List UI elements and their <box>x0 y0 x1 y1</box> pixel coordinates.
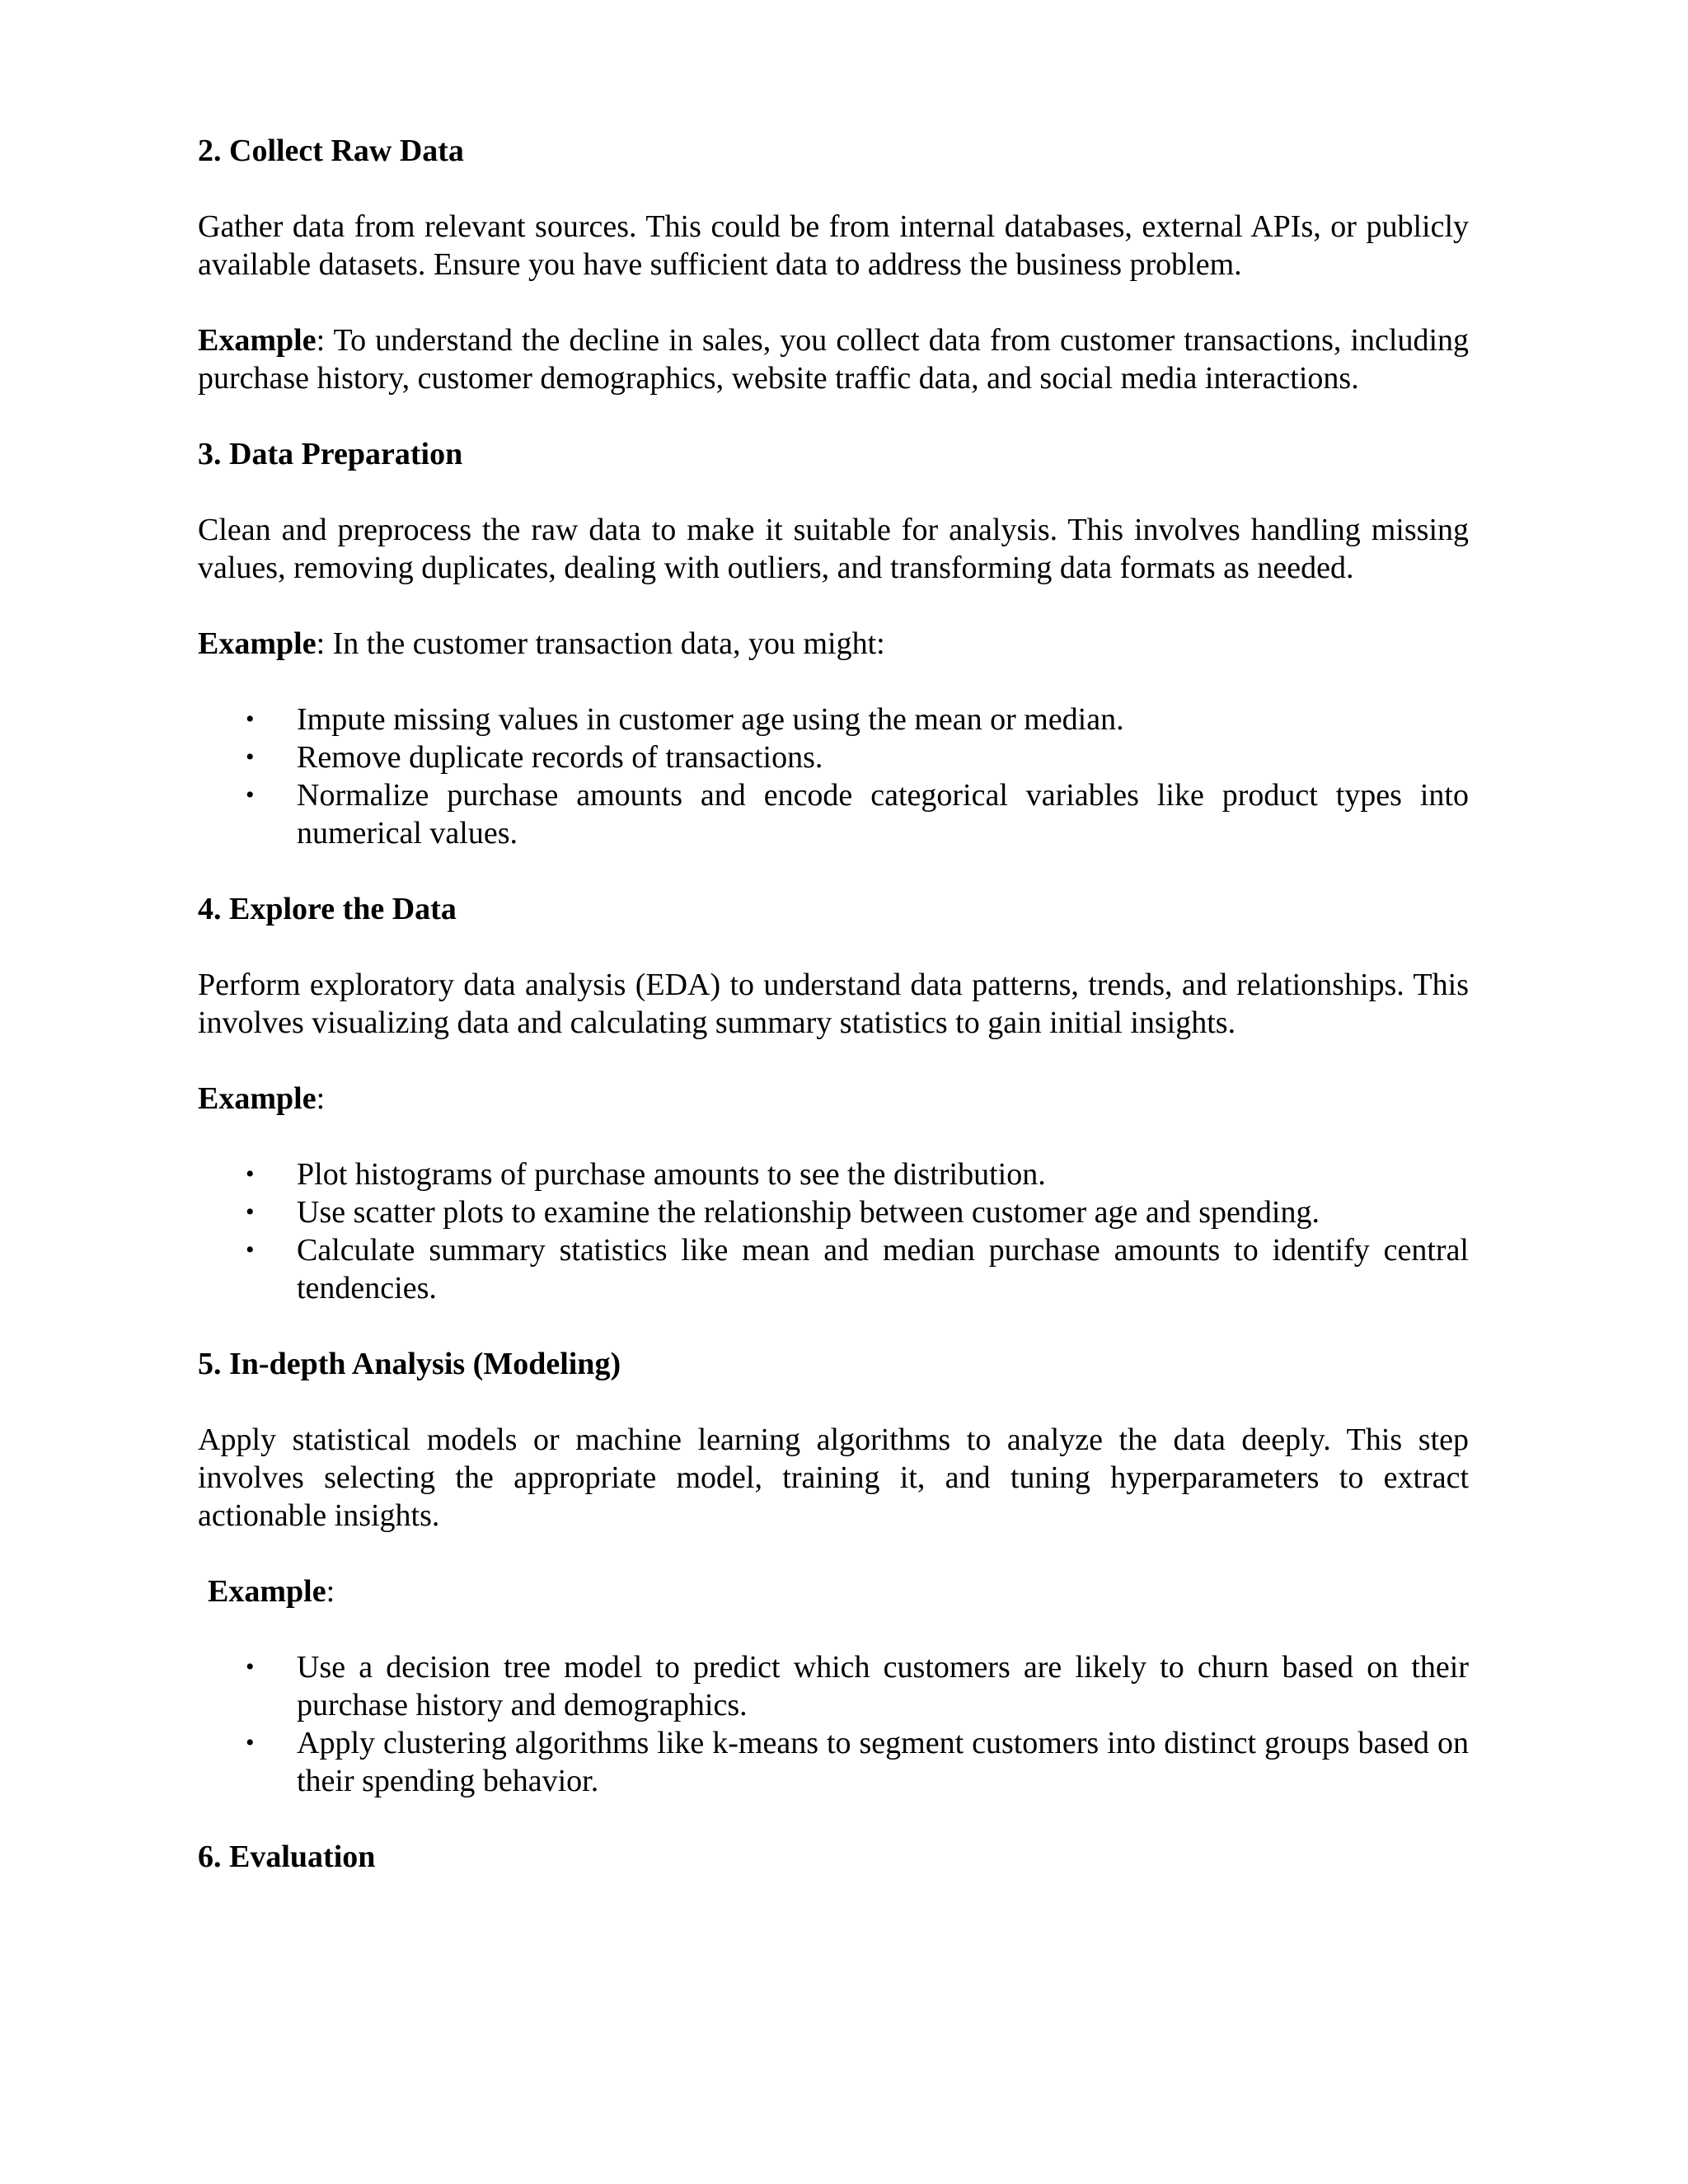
section-heading-data-preparation: 3. Data Preparation <box>198 437 463 471</box>
example-text: : To understand the decline in sales, you collect data from customer transactions, including purchase history, customer demographics, website traffic data, and social media interactions. <box>198 323 1469 396</box>
bullet-list-in-depth-analysis <box>198 1648 1469 1800</box>
example-label: Example <box>198 1081 316 1116</box>
section-heading-collect-raw-data: 2. Collect Raw Data <box>198 134 464 168</box>
section-heading-evaluation: 6. Evaluation <box>198 1840 376 1874</box>
bullet-icon: • <box>246 1236 255 1263</box>
section-heading-in-depth-analysis: 5. In-depth Analysis (Modeling) <box>198 1347 621 1381</box>
list-item-text: Normalize purchase amounts and encode categorical variables like product types into numerical values. <box>297 778 1469 851</box>
bullet-icon: • <box>246 743 255 771</box>
section-heading-explore-the-data: 4. Explore the Data <box>198 892 457 926</box>
list-item-text: Plot histograms of purchase amounts to see the distribution. <box>297 1157 1046 1192</box>
example-data-preparation <box>198 625 1469 663</box>
list-item <box>198 776 1469 852</box>
bullet-icon: • <box>246 1160 255 1188</box>
bullet-icon: • <box>246 1198 255 1226</box>
bullet-list-data-preparation <box>198 701 1469 852</box>
example-label: Example <box>198 626 316 661</box>
list-item-text: Apply clustering algorithms like k-means to segment customers into distinct groups based on their spending behavior. <box>297 1726 1469 1798</box>
list-item-text: Impute missing values in customer age using the mean or median. <box>297 702 1124 737</box>
example-in-depth-analysis <box>198 1572 1469 1610</box>
example-explore-the-data <box>198 1080 1469 1118</box>
list-item-text: Calculate summary statistics like mean and median purchase amounts to identify central tendencies. <box>297 1233 1469 1305</box>
list-item-text: Use scatter plots to examine the relationship between customer age and spending. <box>297 1195 1320 1230</box>
bullet-icon: • <box>246 1653 255 1680</box>
list-item <box>198 1648 1469 1724</box>
list-item <box>198 1155 1469 1193</box>
example-collect-raw-data <box>198 321 1469 397</box>
example-text: : In the customer transaction data, you might: <box>316 626 885 661</box>
list-item-text: Remove duplicate records of transactions. <box>297 740 823 775</box>
example-label: Example <box>208 1574 326 1609</box>
bullet-list-explore-the-data <box>198 1155 1469 1307</box>
document-page <box>198 132 1469 1914</box>
list-item <box>198 1193 1469 1231</box>
list-item-text: Use a decision tree model to predict which customers are likely to churn based on their purchase history and demographics. <box>297 1650 1469 1722</box>
bullet-icon: • <box>246 705 255 733</box>
example-label: Example <box>198 323 316 358</box>
section-paragraph-collect-raw-data: Gather data from relevant sources. This could be from internal databases, external APIs, or publicly available datasets. Ensure you have sufficient data to address the business problem. <box>198 209 1469 282</box>
section-paragraph-data-preparation: Clean and preprocess the raw data to make it suitable for analysis. This involves handling missing values, removing duplicates, dealing with outliers, and transforming data formats as needed. <box>198 513 1469 585</box>
section-paragraph-in-depth-analysis: Apply statistical models or machine learning algorithms to analyze the data deeply. This step involves selecting the appropriate model, training it, and tuning hyperparameters to extract actionable insights. <box>198 1422 1469 1533</box>
example-text: : <box>326 1574 335 1609</box>
bullet-icon: • <box>246 1729 255 1756</box>
section-paragraph-explore-the-data: Perform exploratory data analysis (EDA) to understand data patterns, trends, and relationships. This involves visualizing data and calculating summary statistics to gain initial insights. <box>198 968 1469 1040</box>
list-item <box>198 1231 1469 1307</box>
list-item <box>198 701 1469 738</box>
list-item <box>198 738 1469 776</box>
list-item <box>198 1724 1469 1800</box>
example-text: : <box>316 1081 326 1116</box>
bullet-icon: • <box>246 781 255 808</box>
